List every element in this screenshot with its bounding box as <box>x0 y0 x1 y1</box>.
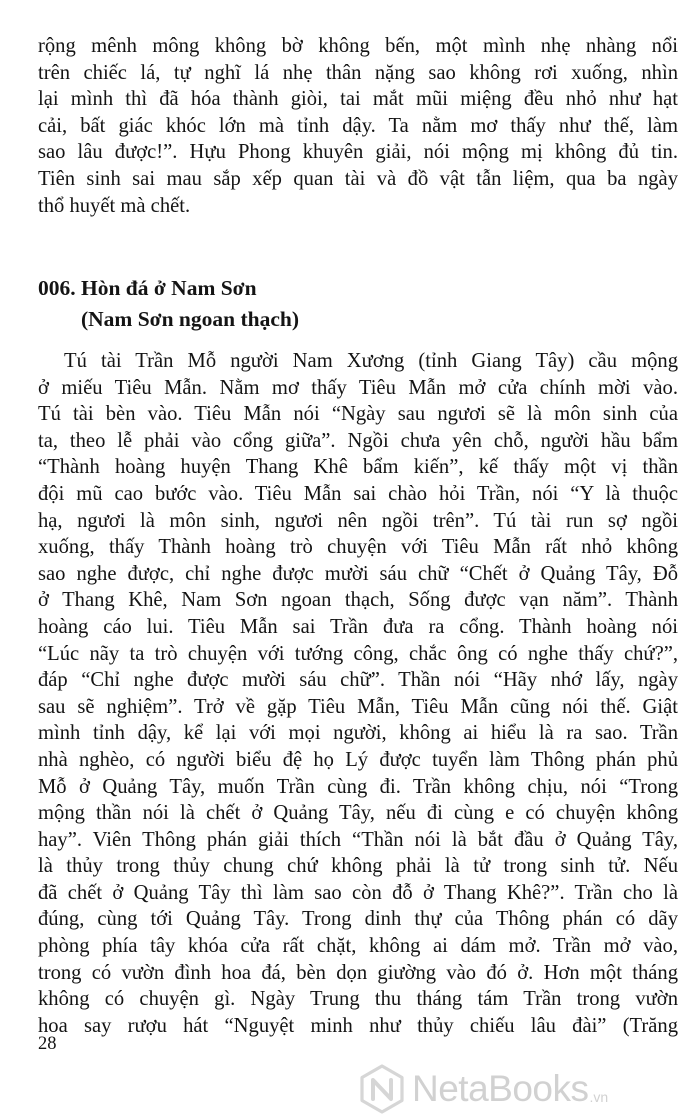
text-line: đội mũ cao bước vào. Tiêu Mẫn sai chào hỏi Trần, nói “Y là thuộc <box>38 482 678 505</box>
text-line: ta, theo lễ phải vào cổng giữa”. Ngồi chưa yên chỗ, người hầu bẩm <box>38 429 678 452</box>
text-line: hạ, ngươi là môn sinh, ngươi nên ngồi trên”. Tú tài run sợ ngồi <box>38 509 678 532</box>
story-paragraph <box>38 348 678 1039</box>
section-title: 006. Hòn đá ở Nam Sơn <box>38 276 257 300</box>
text-line: mình tỉnh dậy, kể lại với mọi người, không ai hiểu là ra sao. Trần <box>38 722 678 745</box>
text-line: không có chuyện gì. Ngày Trung thu tháng tám Trần trong vườn <box>38 988 678 1011</box>
watermark-domain: .vn <box>589 1089 609 1105</box>
text-line: ở Thang Khê, Nam Sơn ngoan thạch, Sống được vạn năm”. Thành <box>38 589 678 612</box>
text-line: Mỗ ở Quảng Tây, muốn Trần cùng đi. Trần không chịu, nói “Trong <box>38 775 678 798</box>
text-line: hoàng cáo lui. Tiêu Mẫn sai Trần đưa ra cổng. Thành hoàng nói <box>38 615 678 638</box>
page-number: 28 <box>38 1034 57 1054</box>
text-line: Tiên sinh sai mau sắp xếp quan tài và đồ vật tẫn liệm, qua ba ngày <box>38 167 678 190</box>
text-line: đúng, cùng tới Quảng Tây. Trong dinh thự của Thông phán có dãy <box>38 908 678 931</box>
text-line: Tú tài Trần Mỗ người Nam Xương (tỉnh Giang Tây) cầu mộng <box>64 350 678 372</box>
text-line: phòng phía tây khóa cửa rất chặt, không ai dám mở. Trần mở vào, <box>38 935 678 958</box>
text-line: mộng thần nói là chết ở Quảng Tây, nếu đi cùng e có chuyện không <box>38 802 678 825</box>
text-line: sau sẽ nghiệm”. Trở về gặp Tiêu Mẫn, Tiêu Mẫn cũng nói thế. Giật <box>38 695 678 718</box>
watermark-brand: NetaBooks <box>412 1068 589 1109</box>
text-line: Tú tài bèn vào. Tiêu Mẫn nói “Ngày sau ngươi sẽ là môn sinh của <box>38 403 678 426</box>
text-line: đáp “Chỉ nghe được mười sáu chữ”. Thần nói “Hãy nhớ lấy, ngày <box>38 669 678 692</box>
text-line: sao nghe được, chỉ nghe được mười sáu chữ “Chết ở Quảng Tây, Đỗ <box>38 562 678 585</box>
text-line: trên chiếc lá, tự nghĩ lá nhẹ thân nặng sao không rơi xuống, nhìn <box>38 61 678 84</box>
text-line: xuống, thấy Thành hoàng trò chuyện với Tiêu Mẫn rất nhỏ không <box>38 536 678 559</box>
publisher-watermark <box>356 1062 608 1116</box>
text-line: nhà nghèo, có người biểu đệ họ Lý được tuyển làm Thông phán phủ <box>38 748 678 771</box>
text-line: cải, bất giác khóc lớn mà tỉnh dậy. Ta nằm mơ thấy như thế, làm <box>38 114 678 137</box>
text-line: trong có vườn đình hoa đá, bèn dọn giường vào đó ở. Hơn một tháng <box>38 961 678 984</box>
intro-paragraph <box>38 33 678 219</box>
netabooks-n-logo-icon <box>356 1063 408 1115</box>
section-subtitle: (Nam Sơn ngoan thạch) <box>81 307 299 331</box>
text-line: “Lúc nãy ta trò chuyện với tướng công, chắc ông có nghe thấy chứ?”, <box>38 642 678 665</box>
text-line: sao lâu được!”. Hựu Phong khuyên giải, nói mộng mị không đủ tin. <box>38 141 678 164</box>
text-line: lại mình thì đã hóa thành giòi, tai mắt mũi miệng đều nhỏ như hạt <box>38 88 678 111</box>
text-line: đã chết ở Quảng Tây thì làm sao còn đỗ ở Thang Khê?”. Trần cho là <box>38 881 678 904</box>
text-line: là thủy trong thủy chung chứ không phải là tử trong sinh tử. Nếu <box>38 855 678 878</box>
text-line: “Thành hoàng huyện Thang Khê bẩm kiến”, kế thấy một vị thần <box>38 456 678 479</box>
text-line: rộng mênh mông không bờ không bến, một mình nhẹ nhàng nổi <box>38 35 678 57</box>
text-line: thổ huyết mà chết. <box>38 194 191 217</box>
text-line: hay”. Viên Thông phán giải thích “Thần nói là bắt đầu ở Quảng Tây, <box>38 828 678 851</box>
text-line: hoa say rượu hát “Nguyệt minh như thủy chiếu lâu đài” (Trăng <box>38 1014 678 1037</box>
text-line: ở miếu Tiêu Mẫn. Nằm mơ thấy Tiêu Mẫn mở cửa chính mời vào. <box>38 376 678 399</box>
